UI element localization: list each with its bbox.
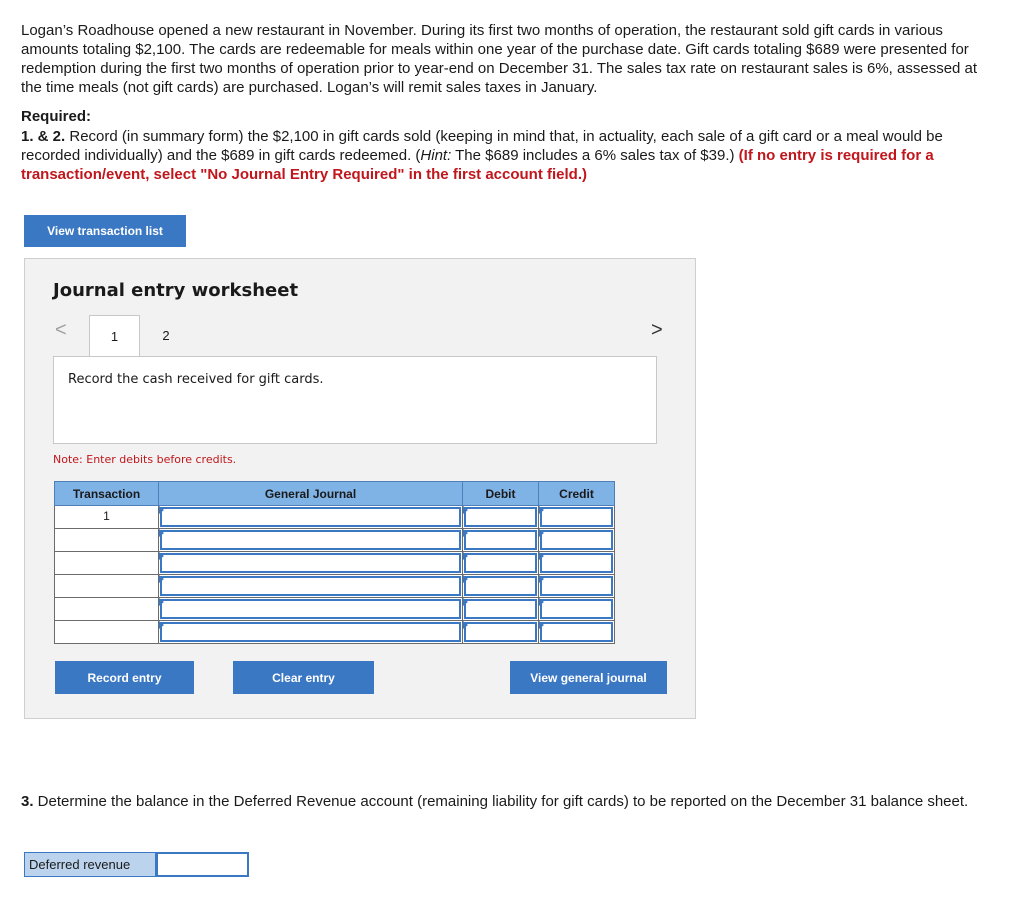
table-row	[55, 575, 615, 598]
tab-2[interactable]: 2	[162, 327, 170, 343]
input-marker-icon	[463, 598, 468, 606]
table-row	[55, 529, 615, 552]
debit-input[interactable]	[464, 622, 537, 642]
transaction-cell	[55, 529, 159, 552]
required-text-b: The $689 includes a 6% sales tax of $39.)	[451, 147, 739, 164]
view-general-journal-button[interactable]: View general journal	[510, 661, 667, 694]
debit-input[interactable]	[464, 507, 537, 527]
input-marker-icon	[463, 529, 468, 537]
credit-input-cell	[539, 621, 615, 644]
credit-input-cell	[539, 598, 615, 621]
transaction-cell	[55, 575, 159, 598]
deferred-revenue-input[interactable]	[156, 852, 249, 877]
transaction-cell	[55, 552, 159, 575]
col-credit-header: Credit	[539, 482, 615, 506]
credit-input-cell	[539, 575, 615, 598]
debits-note: Note: Enter debits before credits.	[53, 453, 237, 466]
account-input[interactable]	[160, 576, 461, 596]
input-marker-icon	[159, 598, 164, 606]
input-marker-icon	[463, 506, 468, 514]
credit-input[interactable]	[540, 622, 613, 642]
credit-input-cell	[539, 529, 615, 552]
input-marker-icon	[159, 552, 164, 560]
debit-input-cell	[463, 598, 539, 621]
problem-statement: Logan’s Roadhouse opened a new restaurant in November. During its first two months of operation, the restaurant sold gift cards in various amounts totaling $2,100. The cards are redeemable for meals within one year of the purchase date. Gift cards totaling $689 were presented for redemption during the first two months of operation prior to year-end on December 31. The sales tax rate on restaurant sales is 6%, assessed at the time meals (not gift cards) are purchased. Logan’s will remit sales taxes in January.	[21, 22, 978, 96]
credit-input[interactable]	[540, 530, 613, 550]
debit-input-cell	[463, 506, 539, 529]
transaction-cell	[55, 598, 159, 621]
credit-input[interactable]	[540, 507, 613, 527]
instruction-box	[53, 356, 657, 444]
tab-1[interactable]: 1	[89, 315, 140, 357]
input-marker-icon	[159, 529, 164, 537]
credit-input[interactable]	[540, 599, 613, 619]
record-entry-button[interactable]: Record entry	[55, 661, 194, 694]
debit-input[interactable]	[464, 576, 537, 596]
input-marker-icon	[159, 506, 164, 514]
deferred-revenue-label: Deferred revenue	[24, 852, 156, 877]
account-input[interactable]	[160, 530, 461, 550]
debit-input-cell	[463, 552, 539, 575]
credit-input-cell	[539, 506, 615, 529]
view-transaction-list-button[interactable]: View transaction list	[24, 215, 186, 247]
account-input-cell	[159, 506, 463, 529]
part3-text: Determine the balance in the Deferred Revenue account (remaining liability for gift cards) to be reported on the December 31 balance sheet.	[33, 793, 969, 810]
required-text-a: Record (in summary form) the $2,100 in gift cards sold (keeping in mind that, in actuality, each sale of a gift card or a meal would be recorded individually) and the $689 in gift cards redeemed. (	[21, 128, 943, 164]
account-input-cell	[159, 621, 463, 644]
col-general-journal-header: General Journal	[159, 482, 463, 506]
debit-input[interactable]	[464, 530, 537, 550]
input-marker-icon	[159, 575, 164, 583]
debit-input-cell	[463, 621, 539, 644]
instruction-text: Record the cash received for gift cards.	[68, 372, 324, 387]
journal-table	[54, 481, 615, 644]
journal-entry-worksheet-panel	[24, 258, 696, 719]
part-label: 1. & 2.	[21, 128, 66, 145]
journal-header-row	[55, 482, 615, 506]
account-input-cell	[159, 598, 463, 621]
account-input[interactable]	[160, 507, 461, 527]
required-instructions	[21, 127, 981, 184]
credit-input[interactable]	[540, 576, 613, 596]
debit-input[interactable]	[464, 553, 537, 573]
input-marker-icon	[539, 506, 544, 514]
table-row	[55, 598, 615, 621]
transaction-cell: 1	[55, 506, 159, 529]
input-marker-icon	[463, 575, 468, 583]
col-transaction-header: Transaction	[55, 482, 159, 506]
transaction-cell	[55, 621, 159, 644]
col-debit-header: Debit	[463, 482, 539, 506]
input-marker-icon	[539, 552, 544, 560]
input-marker-icon	[539, 598, 544, 606]
table-row	[55, 552, 615, 575]
table-row	[55, 621, 615, 644]
part3-question	[21, 792, 981, 811]
table-row	[55, 506, 615, 529]
account-input-cell	[159, 575, 463, 598]
account-input[interactable]	[160, 622, 461, 642]
no-entry-note: (If no entry is required for a transaction/event, select "No Journal Entry Required" in the first account field.)	[21, 147, 934, 183]
clear-entry-button[interactable]: Clear entry	[233, 661, 374, 694]
worksheet-title: Journal entry worksheet	[53, 280, 299, 301]
debit-input-cell	[463, 575, 539, 598]
debit-input[interactable]	[464, 599, 537, 619]
account-input-cell	[159, 552, 463, 575]
input-marker-icon	[463, 552, 468, 560]
input-marker-icon	[463, 621, 468, 629]
input-marker-icon	[539, 621, 544, 629]
part3-label: 3.	[21, 793, 34, 810]
hint-word: Hint:	[420, 147, 452, 164]
input-marker-icon	[539, 529, 544, 537]
input-marker-icon	[539, 575, 544, 583]
debit-input-cell	[463, 529, 539, 552]
account-input-cell	[159, 529, 463, 552]
next-arrow-icon[interactable]: >	[651, 319, 663, 341]
credit-input-cell	[539, 552, 615, 575]
required-heading: Required:	[21, 108, 92, 125]
credit-input[interactable]	[540, 553, 613, 573]
prev-arrow-icon[interactable]: <	[55, 319, 67, 341]
account-input[interactable]	[160, 599, 461, 619]
input-marker-icon	[159, 621, 164, 629]
account-input[interactable]	[160, 553, 461, 573]
